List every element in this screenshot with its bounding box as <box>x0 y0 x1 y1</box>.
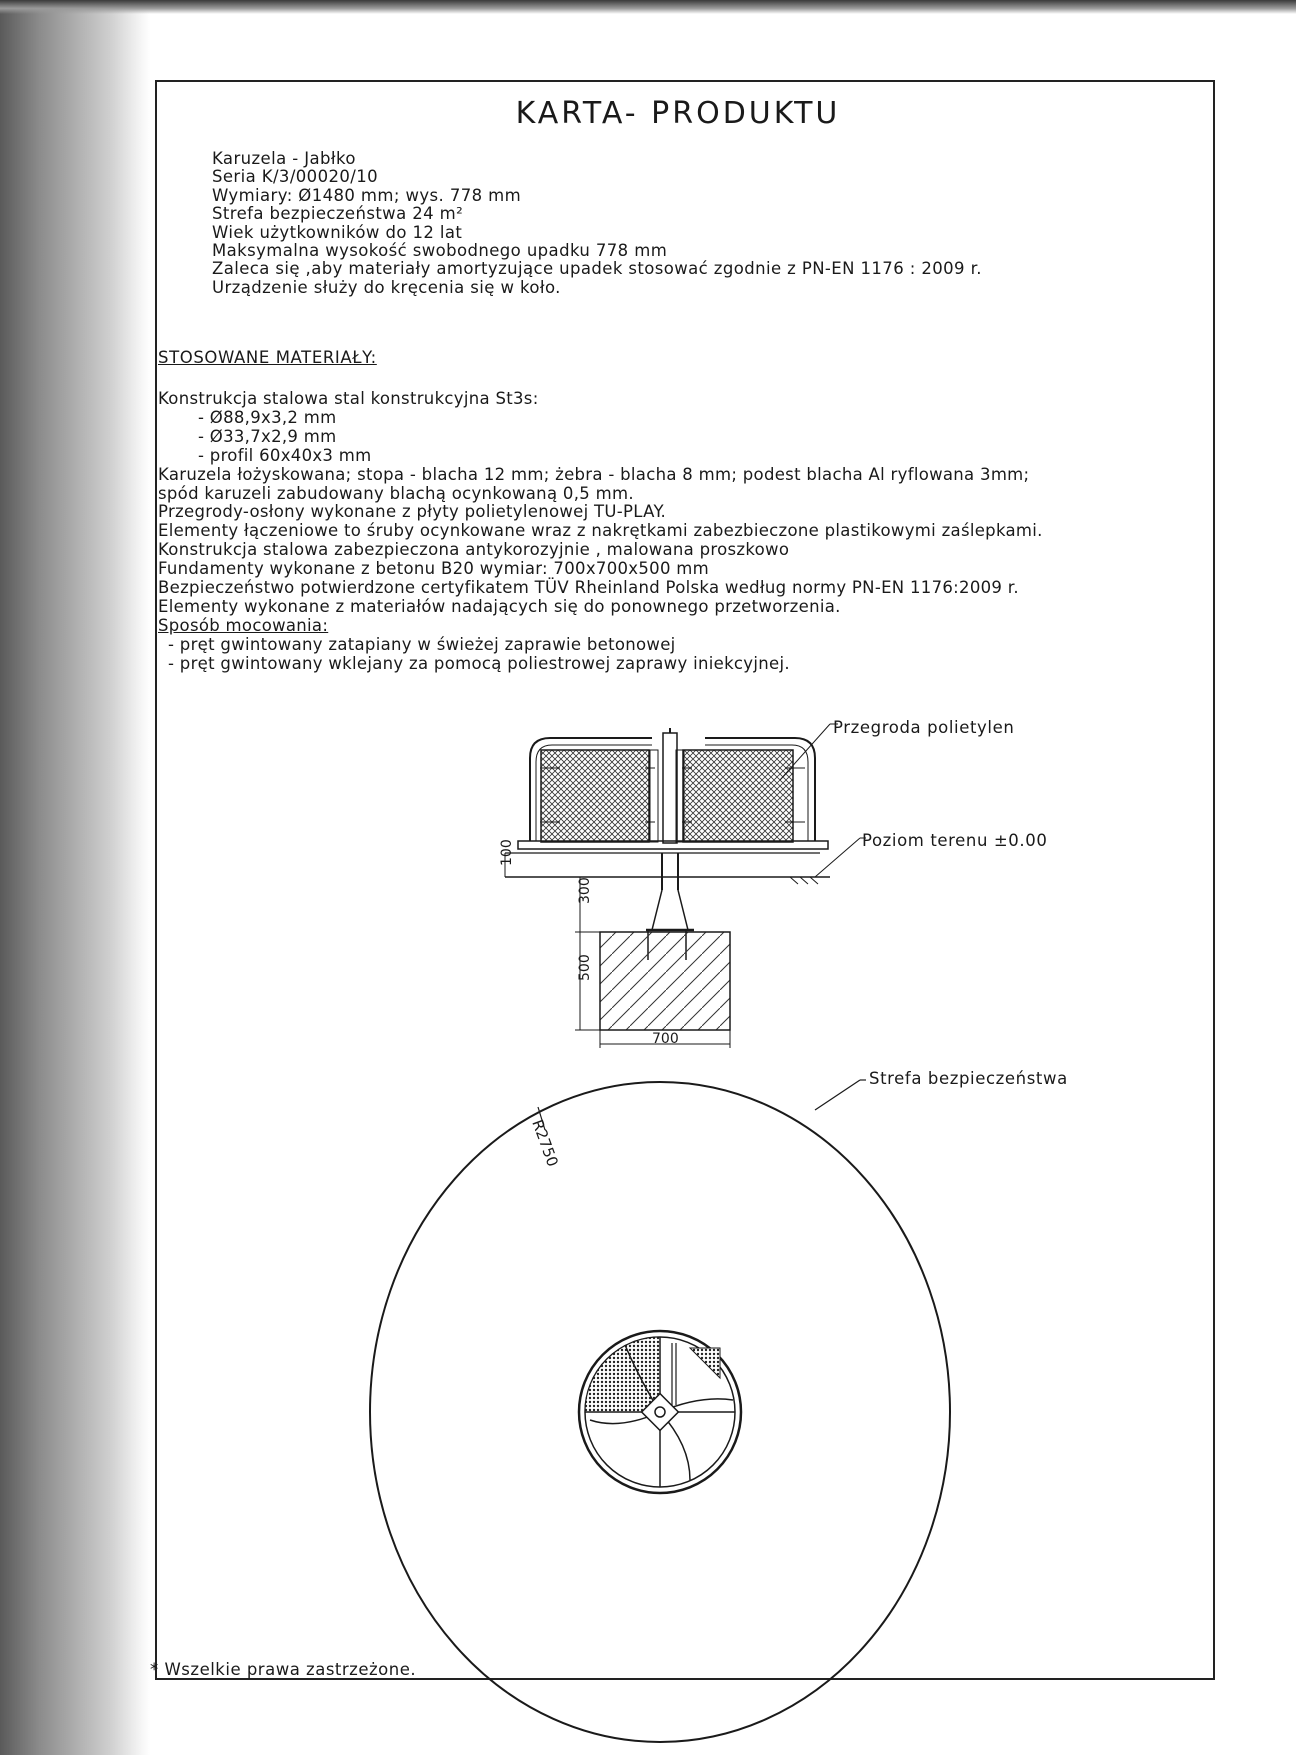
mounting-item: - pręt gwintowany zatapiany w świeżej zaprawie betonowej <box>168 634 676 654</box>
dim-100: 100 <box>499 839 515 866</box>
dim-300: 300 <box>577 877 593 904</box>
info-line: Strefa bezpieczeństwa 24 m² <box>212 204 464 224</box>
label-safety-zone: Strefa bezpieczeństwa <box>869 1069 1068 1088</box>
materials-line: Elementy łączeniowe to śruby ocynkowane wraz z nakrętkami zabezbieczone plastikowymi zaślepkami. <box>158 521 1043 541</box>
materials-line: Konstrukcja stalowa zabezpieczona antykorozyjnie , malowana proszkowo <box>158 540 790 560</box>
materials-line: Fundamenty wykonane z betonu B20 wymiar: 700x700x500 mm <box>158 559 710 579</box>
radius-label: R2750 <box>528 1117 562 1170</box>
info-line: Zaleca się ,aby materiały amortyzujące upadek stosować zgodnie z PN-EN 1176 : 2009 r. <box>212 259 982 279</box>
materials-profile: - profil 60x40x3 mm <box>198 445 372 465</box>
label-ground: Poziom terenu ±0.00 <box>862 831 1048 850</box>
mounting-item: - pręt gwintowany wklejany za pomocą poliestrowej zaprawy iniekcyjnej. <box>168 653 790 673</box>
materials-line: spód karuzeli zabudowany blachą ocynkowaną 0,5 mm. <box>158 483 634 503</box>
materials-line: Bezpieczeństwo potwierdzone certyfikatem TÜV Rheinland Polska według normy PN-EN 1176:2009 r. <box>158 578 1019 598</box>
info-line: Wymiary: Ø1480 mm; wys. 778 mm <box>212 185 522 205</box>
mounting-label: Sposób mocowania: <box>158 615 329 635</box>
side-elevation <box>505 724 866 1048</box>
footer-note: * Wszelkie prawa zastrzeżone. <box>150 1660 417 1679</box>
materials-profile: - Ø33,7x2,9 mm <box>198 426 337 446</box>
page-title: KARTA- PRODUKTU <box>515 96 841 131</box>
info-line: Maksymalna wysokość swobodnego upadku 778 mm <box>212 241 668 261</box>
info-line: Karuzela - Jabłko <box>212 149 356 168</box>
label-partition: Przegroda polietylen <box>833 718 1015 737</box>
dim-700: 700 <box>652 1031 679 1047</box>
info-line: Urządzenie służy do kręcenia się w koło. <box>212 277 561 297</box>
materials-line: Elementy wykonane z materiałów nadających się do ponownego przetworzenia. <box>158 596 841 616</box>
plan-view <box>370 1080 950 1742</box>
materials-profile: - Ø88,9x3,2 mm <box>198 407 337 427</box>
materials-heading: STOSOWANE MATERIAŁY: <box>158 348 377 367</box>
materials-line: Przegrody-osłony wykonane z płyty polietylenowej TU-PLAY. <box>158 502 667 522</box>
info-line: Seria K/3/00020/10 <box>212 167 379 187</box>
dim-500: 500 <box>577 954 593 981</box>
info-line: Wiek użytkowników do 12 lat <box>212 222 463 242</box>
materials-steel: Konstrukcja stalowa stal konstrukcyjna St3s: <box>158 389 539 408</box>
materials-line: Karuzela łożyskowana; stopa - blacha 12 mm; żebra - blacha 8 mm; podest blacha Al ryflowana 3mm; <box>158 464 1030 484</box>
